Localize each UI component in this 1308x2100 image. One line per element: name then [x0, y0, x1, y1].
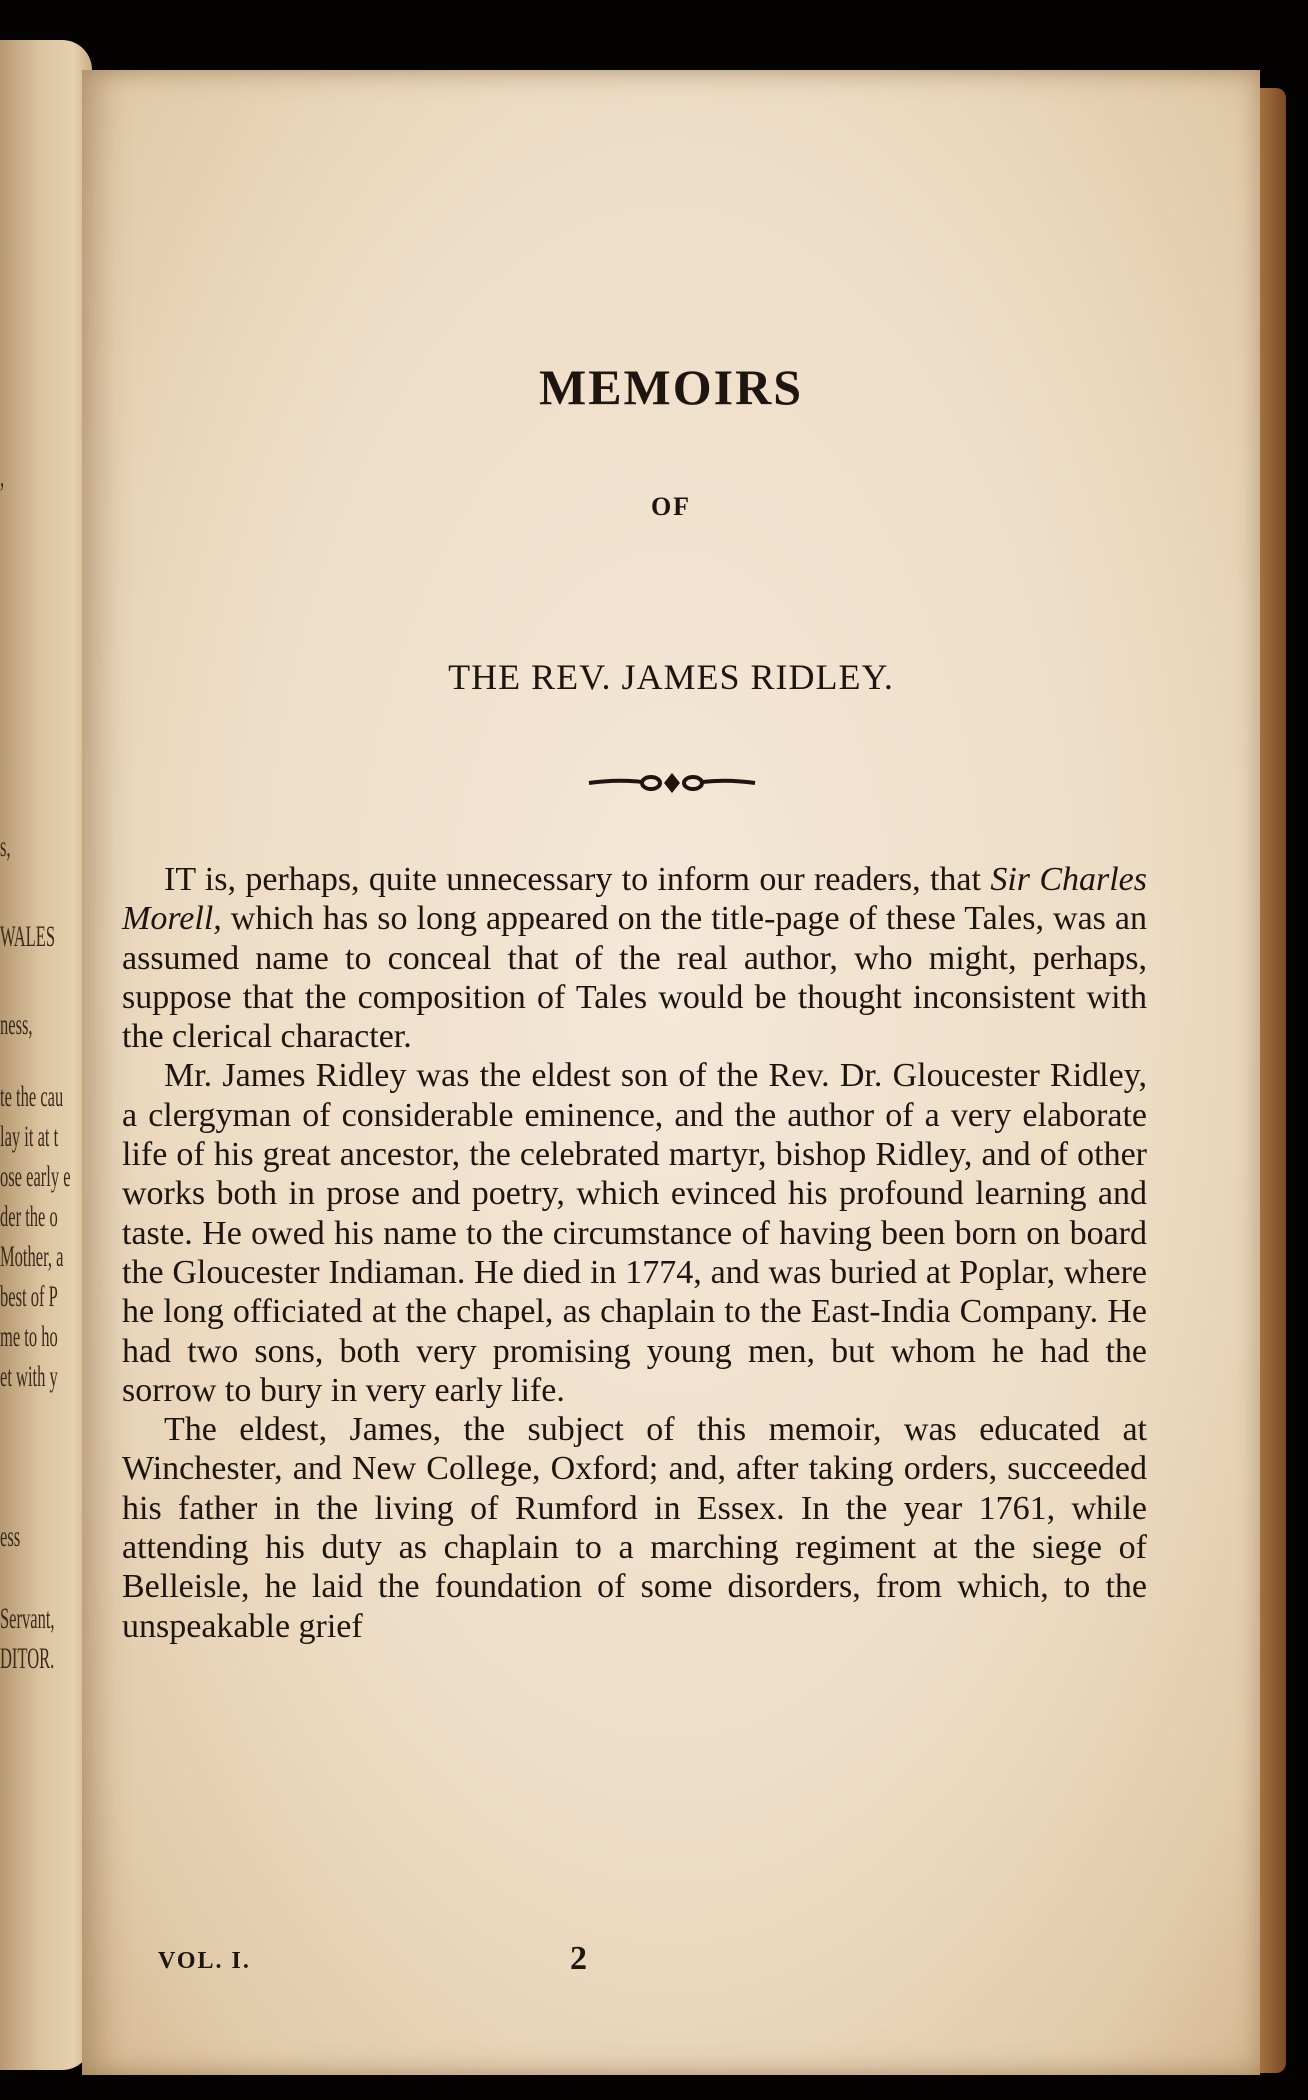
left-page-fragment: lay it at t — [0, 1120, 59, 1153]
left-page-fragment: me to ho — [0, 1320, 58, 1353]
page-subtitle: THE REV. JAMES RIDLEY. — [448, 657, 894, 697]
paragraph-2: Mr. James Ridley was the eldest son of the Rev. Dr. Gloucester Ridley, a clergyman of considerable eminence, and the author of a very elaborate life of his great ancestor, the celebrated martyr, bishop Ridley, and of other works both in prose and poetry, which evinced his profound learning and taste. He owed his name to the circumstance of having been born on board the Gloucester Indiaman. He died in 1774, and was buried at Poplar, where he long officiated at the chapel, as chaplain to the East-India Company. He had two sons, both very promising young men, but whom he had the sorrow to bury in very early life. — [122, 1057, 1147, 1409]
paragraph-1-text-a: IT is, perhaps, quite unnecessary to inform our readers, that — [164, 861, 991, 898]
left-page-fragment: Servant, — [0, 1602, 55, 1635]
pseudonym-italic: Sir Charles Morell, — [122, 861, 1148, 938]
left-page-fragment: te the cau — [0, 1080, 64, 1113]
left-page-fragment: best of P — [0, 1280, 58, 1313]
page-title: MEMOIRS — [539, 359, 803, 415]
book-page — [82, 70, 1260, 2075]
memoir-body — [122, 860, 1147, 1646]
left-page-fragment: s, — [0, 830, 11, 863]
volume-mark: VOL. I. — [158, 1948, 251, 1974]
left-page-edge — [0, 40, 92, 2070]
paragraph-3: The eldest, James, the subject of this memoir, was educated at Winchester, and New College, Oxford; and, after taking orders, succeeded his father in the living of Rumford in Essex. In the year 1761, while attending his duty as chaplain to a marching regiment at the siege of Belleisle, he laid the foundation of some disorders, from which, to the unspeakable grief — [122, 1411, 1147, 1645]
left-page-fragment: et with y — [0, 1360, 58, 1393]
left-page-fragment: WALES — [0, 920, 55, 953]
left-page-fragment: ose early e — [0, 1160, 71, 1193]
title-connector: OF — [650, 492, 692, 521]
paragraph-1-text-b: which has so long appeared on the title-page of these Tales, was an assumed name to conceal that of the real author, who might, perhaps, suppose that the composition of Tales would be thought inconsistent with the clerical character. — [122, 900, 1147, 1056]
left-page-fragment: ess — [0, 1520, 21, 1553]
ornament-divider-icon — [587, 770, 757, 796]
signature-mark: 2 — [570, 1940, 587, 1977]
left-page-fragment: der the o — [0, 1200, 58, 1233]
left-page-fragment: Mother, a — [0, 1240, 64, 1273]
left-page-fragment: , — [0, 460, 5, 493]
left-page-fragment: DITOR. — [0, 1642, 55, 1675]
left-page-fragment: ness, — [0, 1008, 33, 1041]
paragraph-1 — [122, 860, 1147, 1056]
